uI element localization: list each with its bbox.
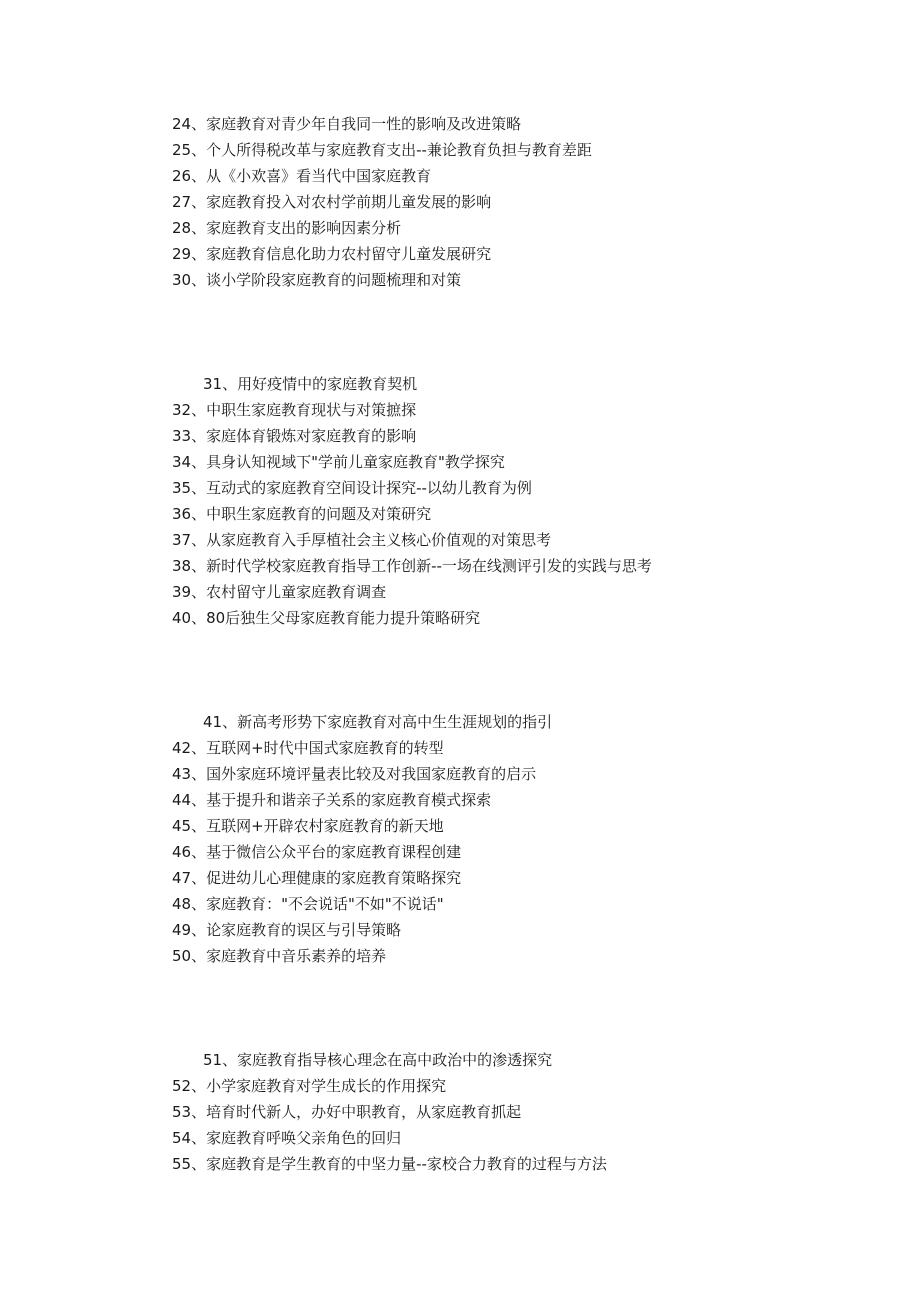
list-item: 48、家庭教育："不会说话"不如"不说话" bbox=[172, 895, 444, 913]
list-item: 47、促进幼儿心理健康的家庭教育策略探究 bbox=[172, 869, 462, 887]
list-item: 33、家庭体育锻炼对家庭教育的影响 bbox=[172, 427, 417, 445]
list-item: 31、用好疫情中的家庭教育契机 bbox=[203, 375, 418, 393]
list-item: 26、从《小欢喜》看当代中国家庭教育 bbox=[172, 167, 432, 185]
list-item: 34、具身认知视域下"学前儿童家庭教育"教学探究 bbox=[172, 453, 505, 471]
list-item: 53、培育时代新人，办好中职教育，从家庭教育抓起 bbox=[172, 1103, 522, 1121]
topic-list-section-3 bbox=[172, 709, 872, 969]
list-item: 29、家庭教育信息化助力农村留守儿童发展研究 bbox=[172, 245, 492, 263]
list-item: 55、家庭教育是学生教育的中坚力量--家校合力教育的过程与方法 bbox=[172, 1155, 607, 1173]
list-item: 39、农村留守儿童家庭教育调查 bbox=[172, 583, 387, 601]
list-item: 43、国外家庭环境评量表比较及对我国家庭教育的启示 bbox=[172, 765, 537, 783]
list-item: 24、家庭教育对青少年自我同一性的影响及改进策略 bbox=[172, 115, 522, 133]
topic-list-section-4 bbox=[172, 1047, 872, 1177]
list-item: 40、80后独生父母家庭教育能力提升策略研究 bbox=[172, 609, 481, 627]
list-item: 28、家庭教育支出的影响因素分析 bbox=[172, 219, 402, 237]
list-item: 25、个人所得税改革与家庭教育支出--兼论教育负担与教育差距 bbox=[172, 141, 592, 159]
list-item: 32、中职生家庭教育现状与对策摭探 bbox=[172, 401, 417, 419]
list-item: 38、新时代学校家庭教育指导工作创新--一场在线测评引发的实践与思考 bbox=[172, 557, 652, 575]
list-item: 54、家庭教育呼唤父亲角色的回归 bbox=[172, 1129, 402, 1147]
topic-list-section-1 bbox=[172, 111, 872, 293]
list-item: 27、家庭教育投入对农村学前期儿童发展的影响 bbox=[172, 193, 492, 211]
list-item: 51、家庭教育指导核心理念在高中政治中的渗透探究 bbox=[203, 1051, 553, 1069]
list-item: 50、家庭教育中音乐素养的培养 bbox=[172, 947, 387, 965]
list-item: 49、论家庭教育的误区与引导策略 bbox=[172, 921, 402, 939]
list-item: 41、新高考形势下家庭教育对高中生生涯规划的指引 bbox=[203, 713, 553, 731]
list-item: 46、基于微信公众平台的家庭教育课程创建 bbox=[172, 843, 462, 861]
list-item: 36、中职生家庭教育的问题及对策研究 bbox=[172, 505, 432, 523]
list-item: 42、互联网+时代中国式家庭教育的转型 bbox=[172, 739, 444, 757]
list-item: 35、互动式的家庭教育空间设计探究--以幼儿教育为例 bbox=[172, 479, 532, 497]
list-item: 44、基于提升和谐亲子关系的家庭教育模式探索 bbox=[172, 791, 492, 809]
list-item: 37、从家庭教育入手厚植社会主义核心价值观的对策思考 bbox=[172, 531, 552, 549]
list-item: 52、小学家庭教育对学生成长的作用探究 bbox=[172, 1077, 447, 1095]
list-item: 30、谈小学阶段家庭教育的问题梳理和对策 bbox=[172, 271, 462, 289]
topic-list-section-2 bbox=[172, 371, 872, 631]
list-item: 45、互联网+开辟农村家庭教育的新天地 bbox=[172, 817, 444, 835]
